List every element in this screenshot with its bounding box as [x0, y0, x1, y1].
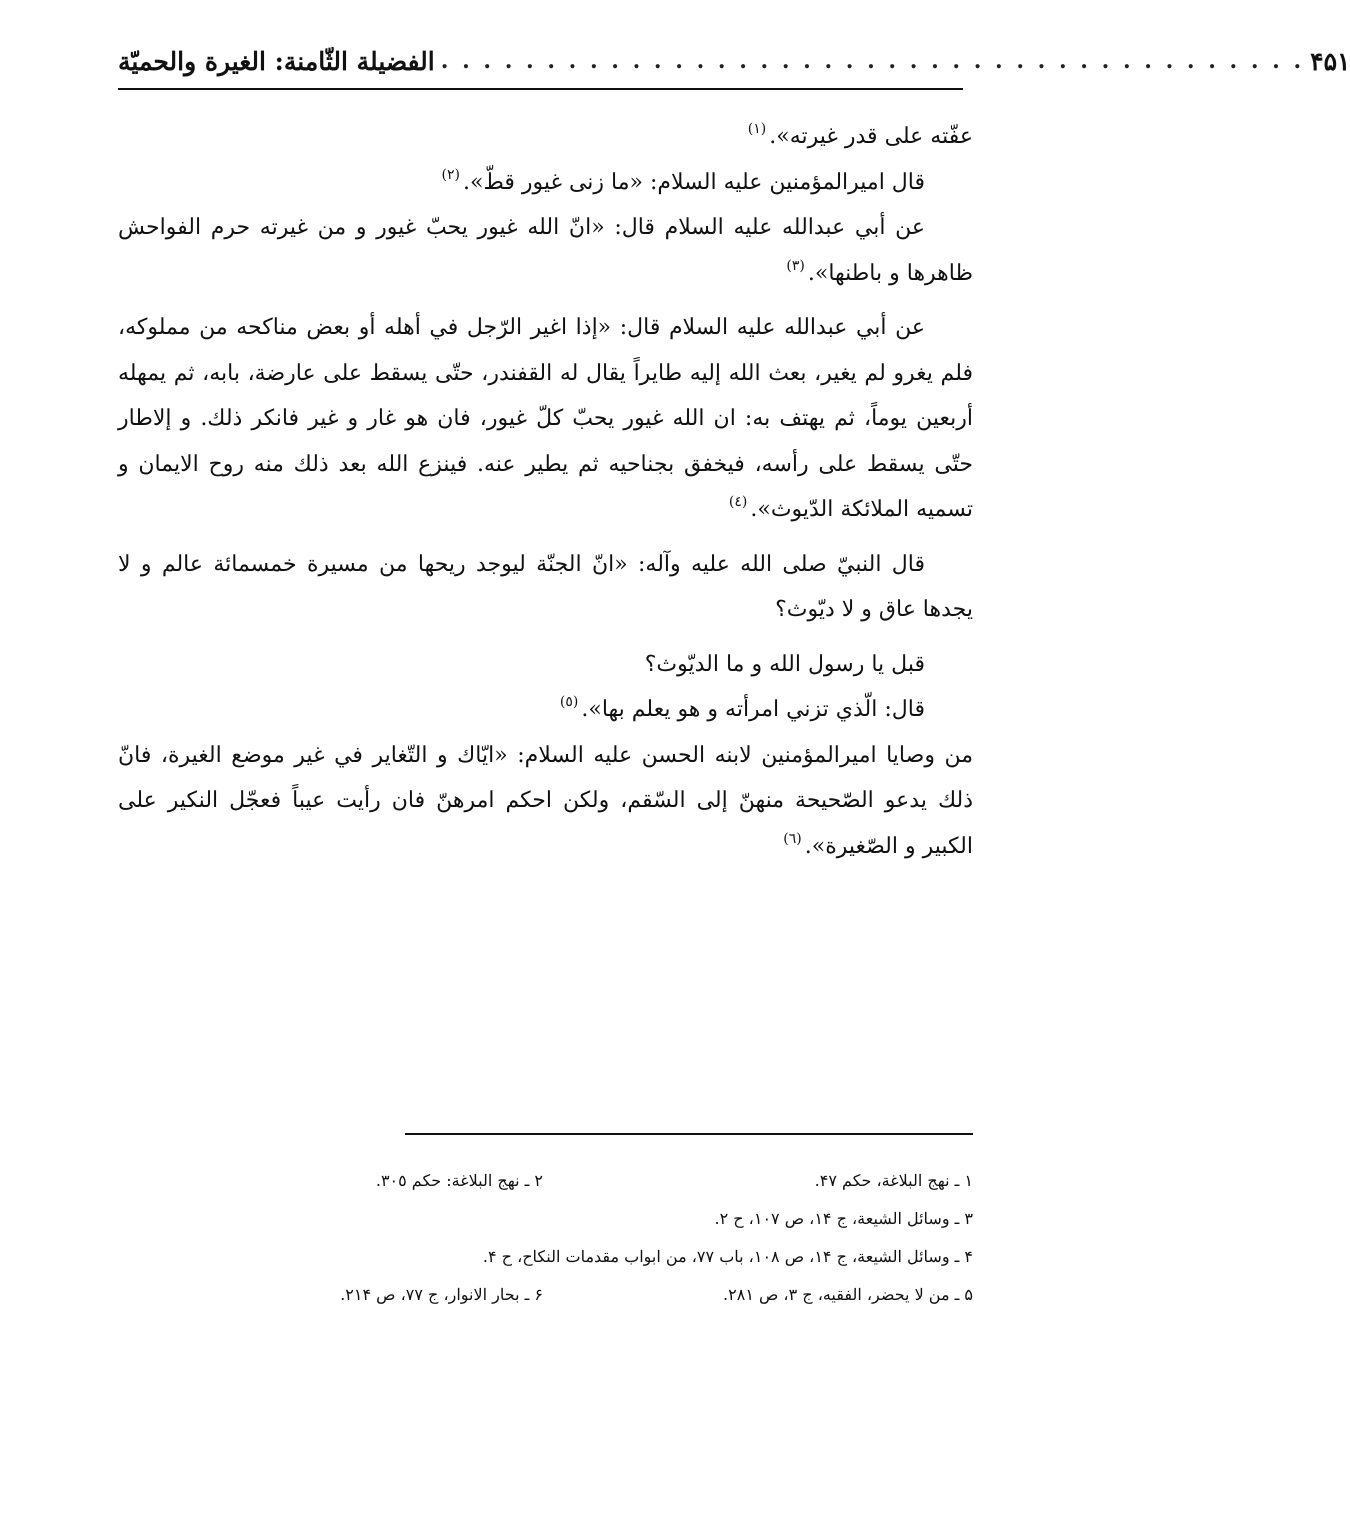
running-header: [118, 38, 1350, 84]
paragraph-4: عن أبي عبدالله عليه السلام قال: «إذا اغير الرّجل في أهله أو بعض مناكحه من مملوكه، فلم يغرو لم يغير، بعث الله إليه طايراً يقال له القفندر، حتّى يسقط على عارضة، بابه، ثم يمهله أربعين يوماً، ثم يهتف به: ان الله غيور يحبّ كلّ غيور، فان هو غار و غير فانكر ذلك. و إلاطار حتّى يسقط على رأسه، فيخفق بجناحيه ثم يطير عنه. فينزع الله بعد ذلك منه روح الايمان و تسميه الملائكة الدّيوث».$^{(٤)}$: [118, 315, 974, 522]
header-divider: [118, 88, 963, 90]
footnote-row: [118, 1200, 973, 1238]
paragraph-5: قال النبيّ صلى الله عليه وآله: «انّ الجنّة ليوجد ريحها من مسيرة خمسمائة عالم و لا يجدها عاق و لا ديّوث؟: [118, 551, 973, 622]
main-text: [118, 114, 973, 869]
footnotes: [118, 1162, 973, 1314]
footnote-row: [118, 1162, 973, 1200]
footnote-3: ٣ ـ وسائل الشيعة، ج ١۴، ص ١٠٧، ح ٢.: [714, 1209, 973, 1228]
chapter-title: الفضيلة الثّامنة: الغيرة والحميّة: [118, 46, 435, 76]
footnote-ref-3: (٣): [786, 257, 805, 274]
paragraph-1: عفّته على قدر غيرته».$^{(١)}$: [747, 121, 973, 149]
page-number: ۴۵۱: [1310, 46, 1350, 76]
paragraph-7: قال: الّذي تزني امرأته و هو يعلم بها».$^{(٥)}$: [559, 694, 925, 722]
paragraph-8: من وصايا اميرالمؤمنين لابنه الحسن عليه السلام: «ايّاك و التّغاير في غير موضع الغيرة، فانّ ذلك يدعو الصّحيحة منهنّ إلى السّقم، ولكن احكم امرهنّ فان رأيت عيباً فعجّل النكير على الكبير و الصّغيرة».$^{(٦)}$: [118, 742, 973, 859]
paragraph-6: قبل يا رسول الله و ما الديّوث؟: [644, 651, 925, 677]
footnote-row: [118, 1276, 973, 1314]
footnote-1: ١ ـ نهج البلاغة، حكم ۴٧.: [814, 1171, 973, 1190]
footnote-ref-4: (٤): [728, 494, 748, 510]
footnote-5: ۵ ـ من لا يحضر، الفقيه، ج ٣، ص ٢٨١.: [723, 1285, 973, 1304]
footnote-row: [118, 1238, 973, 1276]
footnote-divider: [405, 1133, 973, 1135]
footnote-ref-1: (١): [747, 121, 767, 137]
paragraph-2: قال اميرالمؤمنين عليه السلام: «ما زنى غيور قطّ».$^{(٢)}$: [441, 166, 925, 195]
footnote-6: ۶ ـ بحار الانوار، ج ٧٧، ص ٢١۴.: [340, 1285, 543, 1304]
leader-dots: . . . . . . . . . . . . . . . . . . . . . . . . . . . . . . . . . . . . . . . . .: [440, 48, 1305, 74]
footnote-ref-5: (٥): [559, 694, 579, 710]
footnote-4: ۴ ـ وسائل الشيعة، ج ١۴، ص ١٠٨، باب ٧٧، من ابواب مقدمات النكاح، ح ۴.: [482, 1247, 973, 1266]
footnote-2: ٢ ـ نهج البلاغة: حكم ٣٠٥.: [375, 1171, 543, 1190]
footnote-ref-6: (٦): [783, 830, 802, 847]
footnote-ref-2: (٢): [441, 166, 460, 183]
paragraph-3: عن أبي عبدالله عليه السلام قال: «انّ الله غيور يحبّ غيور و من غيرته حرم الفواحش ظاهرها و باطنها».$^{(٣)}$: [118, 215, 973, 286]
